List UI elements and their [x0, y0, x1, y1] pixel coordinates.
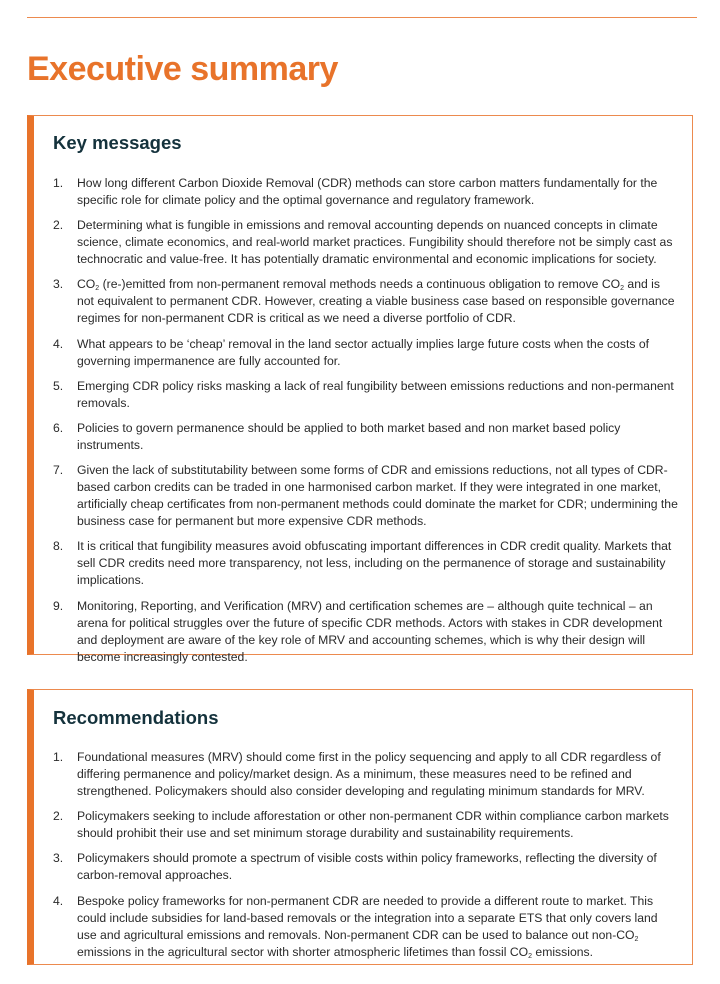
- list-item-number: 4.: [53, 893, 64, 908]
- list-item-text: How long different Carbon Dioxide Removal (CDR) methods can store carbon matters fundamentally for the specific role for climate policy and the optimal governance and regulatory framework.: [77, 176, 658, 207]
- list-item: [53, 538, 678, 589]
- list-item: [53, 850, 678, 884]
- list-item: [53, 420, 678, 454]
- list-item-text: What appears to be ‘cheap’ removal in the land sector actually implies large future costs when the costs of governing impermanence are fully accounted for.: [77, 336, 649, 368]
- list-item: [53, 462, 678, 530]
- list-item-text: Foundational measures (MRV) should come first in the policy sequencing and apply to all CDR regardless of differing permanence and policy/market design. As a minimum, these measures need to be refined and strengthened. Policymakers should also consider developing and regulating minimum standards for MRV.: [77, 750, 661, 798]
- key-messages-list: [53, 175, 678, 674]
- list-item-number: 2.: [53, 218, 64, 233]
- list-item: [53, 175, 678, 209]
- key-messages-heading: Key messages: [53, 132, 182, 153]
- subscript: 2: [528, 952, 533, 960]
- recommendations-heading: Recommendations: [53, 707, 219, 728]
- list-item-text: Policymakers should promote a spectrum of visible costs within policy frameworks, reflecting the diversity of carbon-removal approaches.: [77, 851, 657, 883]
- list-item: [53, 217, 678, 268]
- header-rule: [27, 17, 697, 18]
- list-item-number: 1.: [53, 176, 64, 190]
- subscript: 2: [95, 285, 100, 293]
- list-item-text: Bespoke policy frameworks for non-permanent CDR are needed to provide a different route to market. This could include subsidies for land-based removals or the integration into a separate ETS that only covers land use and agricultural emissions and removals. Non-permanent CDR can be used to balance out non-CO: [77, 893, 658, 942]
- subscript: 2: [620, 285, 625, 293]
- list-item-number: 3.: [53, 277, 64, 292]
- list-item-text: Given the lack of substitutability between some forms of CDR and emissions reductions, not all types of CDR-based carbon credits can be traded in one harmonised carbon market. If they were integrated in one market, artificially cheap certificates from non-permanent methods could dominate the market for CDR; undermining the business case for permanent but more expensive CDR methods.: [77, 463, 678, 529]
- list-item: [53, 808, 678, 842]
- list-item-text: Policymakers seeking to include afforestation or other non-permanent CDR within compliance carbon markets should prohibit their use and set minimum storage durability and sustainability requirements.: [77, 809, 669, 841]
- page-title: Executive summary: [27, 50, 338, 88]
- subscript: 2: [634, 935, 639, 943]
- list-item-text: Policies to govern permanence should be applied to both market based and non market based policy instruments.: [77, 420, 621, 452]
- list-item: [53, 598, 678, 666]
- list-item: [53, 336, 678, 370]
- recommendations-list: [53, 749, 678, 969]
- list-item-text: Determining what is fungible in emissions and removal accounting depends on nuanced concepts in climate science, climate economics, and real-world market practices. Fungibility should therefore not be simply cast as technocratic and value-free. It has potentially dramatic environmental and economic implications for society.: [77, 218, 673, 267]
- list-item-number: 6.: [53, 420, 64, 435]
- list-item-number: 9.: [53, 598, 64, 613]
- list-item-text: Emerging CDR policy risks masking a lack of real fungibility between emissions reductions and non-permanent removals.: [77, 378, 674, 410]
- list-item-text: (re-)emitted from non-permanent removal methods needs a continuous obligation to remove CO: [99, 277, 621, 292]
- list-item-number: 1.: [53, 750, 64, 764]
- list-item-text: emissions.: [532, 944, 593, 959]
- list-item-text: It is critical that fungibility measures avoid obfuscating important differences in CDR credit quality. Markets that sell CDR credits need more transparency, not less, including on the permanence of storage and sustainability implications.: [77, 539, 672, 588]
- list-item-text: CO: [77, 277, 96, 292]
- list-item-number: 2.: [53, 809, 64, 824]
- list-item-text: emissions in the agricultural sector with shorter atmospheric lifetimes than fossil CO: [77, 944, 529, 959]
- list-item-text: Monitoring, Reporting, and Verification (MRV) and certification schemes are – although quite technical – an arena for political struggles over the future of specific CDR methods. Actors with stakes in CDR development and deployment are aware of the key role of MRV and accounting schemes, which is why their design will become increasingly contested.: [77, 598, 663, 664]
- list-item-number: 8.: [53, 539, 64, 554]
- list-item-number: 4.: [53, 336, 64, 351]
- key-messages-box: [27, 115, 693, 664]
- recommendations-box: [27, 689, 693, 965]
- list-item-number: 3.: [53, 851, 64, 866]
- list-item: [53, 378, 678, 412]
- list-item: [53, 276, 678, 327]
- list-item: [53, 749, 678, 800]
- list-item-number: 7.: [53, 463, 64, 478]
- list-item-text: and is not equivalent to permanent CDR. However, creating a viable business case based on responsible governance regimes for non-permanent CDR is critical as we need a diverse portfolio of CDR.: [77, 277, 675, 326]
- list-item-number: 5.: [53, 378, 64, 393]
- list-item: [53, 893, 678, 961]
